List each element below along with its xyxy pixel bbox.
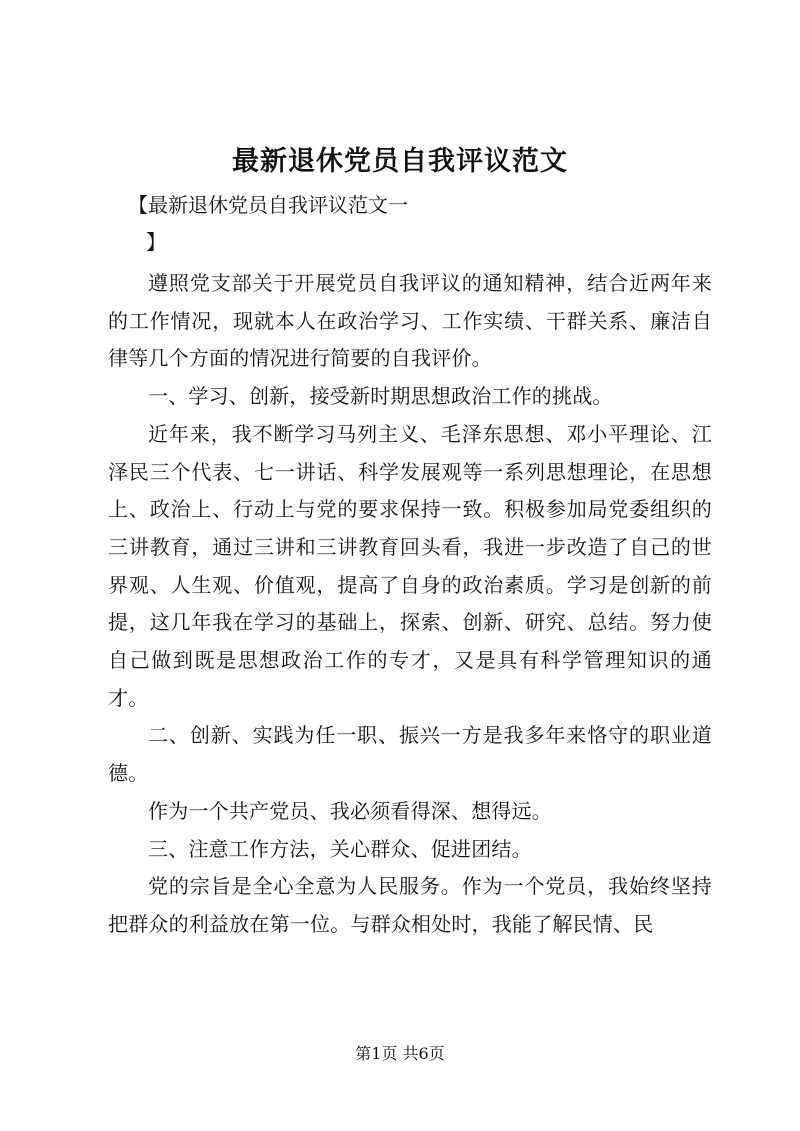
paragraph-heading-3: 三、注意工作方法，关心群众、促进团结。 bbox=[148, 836, 532, 861]
subtitle-block bbox=[128, 187, 648, 261]
document-title: 最新退休党员自我评议范文 bbox=[232, 146, 568, 177]
page-footer: 第1页 共6页 bbox=[355, 1044, 445, 1063]
paragraph-intro: 遵照党支部关于开展党员自我评议的通知精神，结合近两年来的工作情况，现就本人在政治学习、工作实绩、干群关系、廉洁自律等几个方面的情况进行简要的自我评价。 bbox=[108, 271, 712, 371]
paragraph-heading-2: 二、创新、实践为任一职、振兴一方是我多年来恪守的职业道德。 bbox=[108, 723, 712, 786]
paragraph-heading-1: 一、学习、创新，接受新时期思想政治工作的挑战。 bbox=[148, 384, 613, 409]
paragraph-purpose: 党的宗旨是全心全意为人民服务。作为一个党员，我始终坚持把群众的利益放在第一位。与群众相处时，我能了解民情、民 bbox=[108, 874, 712, 936]
paragraph-study: 近年来，我不断学习马列主义、毛泽东思想、邓小平理论、江泽民三个代表、七一讲话、科学发展观等一系列思想理论，在思想上、政治上、行动上与党的要求保持一致。积极参加局党委组织的三讲教育，通过三讲和三讲教育回头看，我进一步改造了自己的世界观、人生观、价值观，提高了自身的政治素质。学习是创新的前提，这几年我在学习的基础上，探索、创新、研究、总结。努力使自己做到既是思想政治工作的专才，又是具有科学管理知识的通才。 bbox=[108, 421, 712, 710]
paragraph-party-member: 作为一个共产党员、我必须看得深、想得远。 bbox=[148, 798, 552, 823]
subtitle-line-2: 】 bbox=[146, 230, 166, 254]
subtitle-line-1: 【最新退休党员自我评议范文一 bbox=[128, 193, 408, 217]
document-body bbox=[108, 265, 712, 944]
